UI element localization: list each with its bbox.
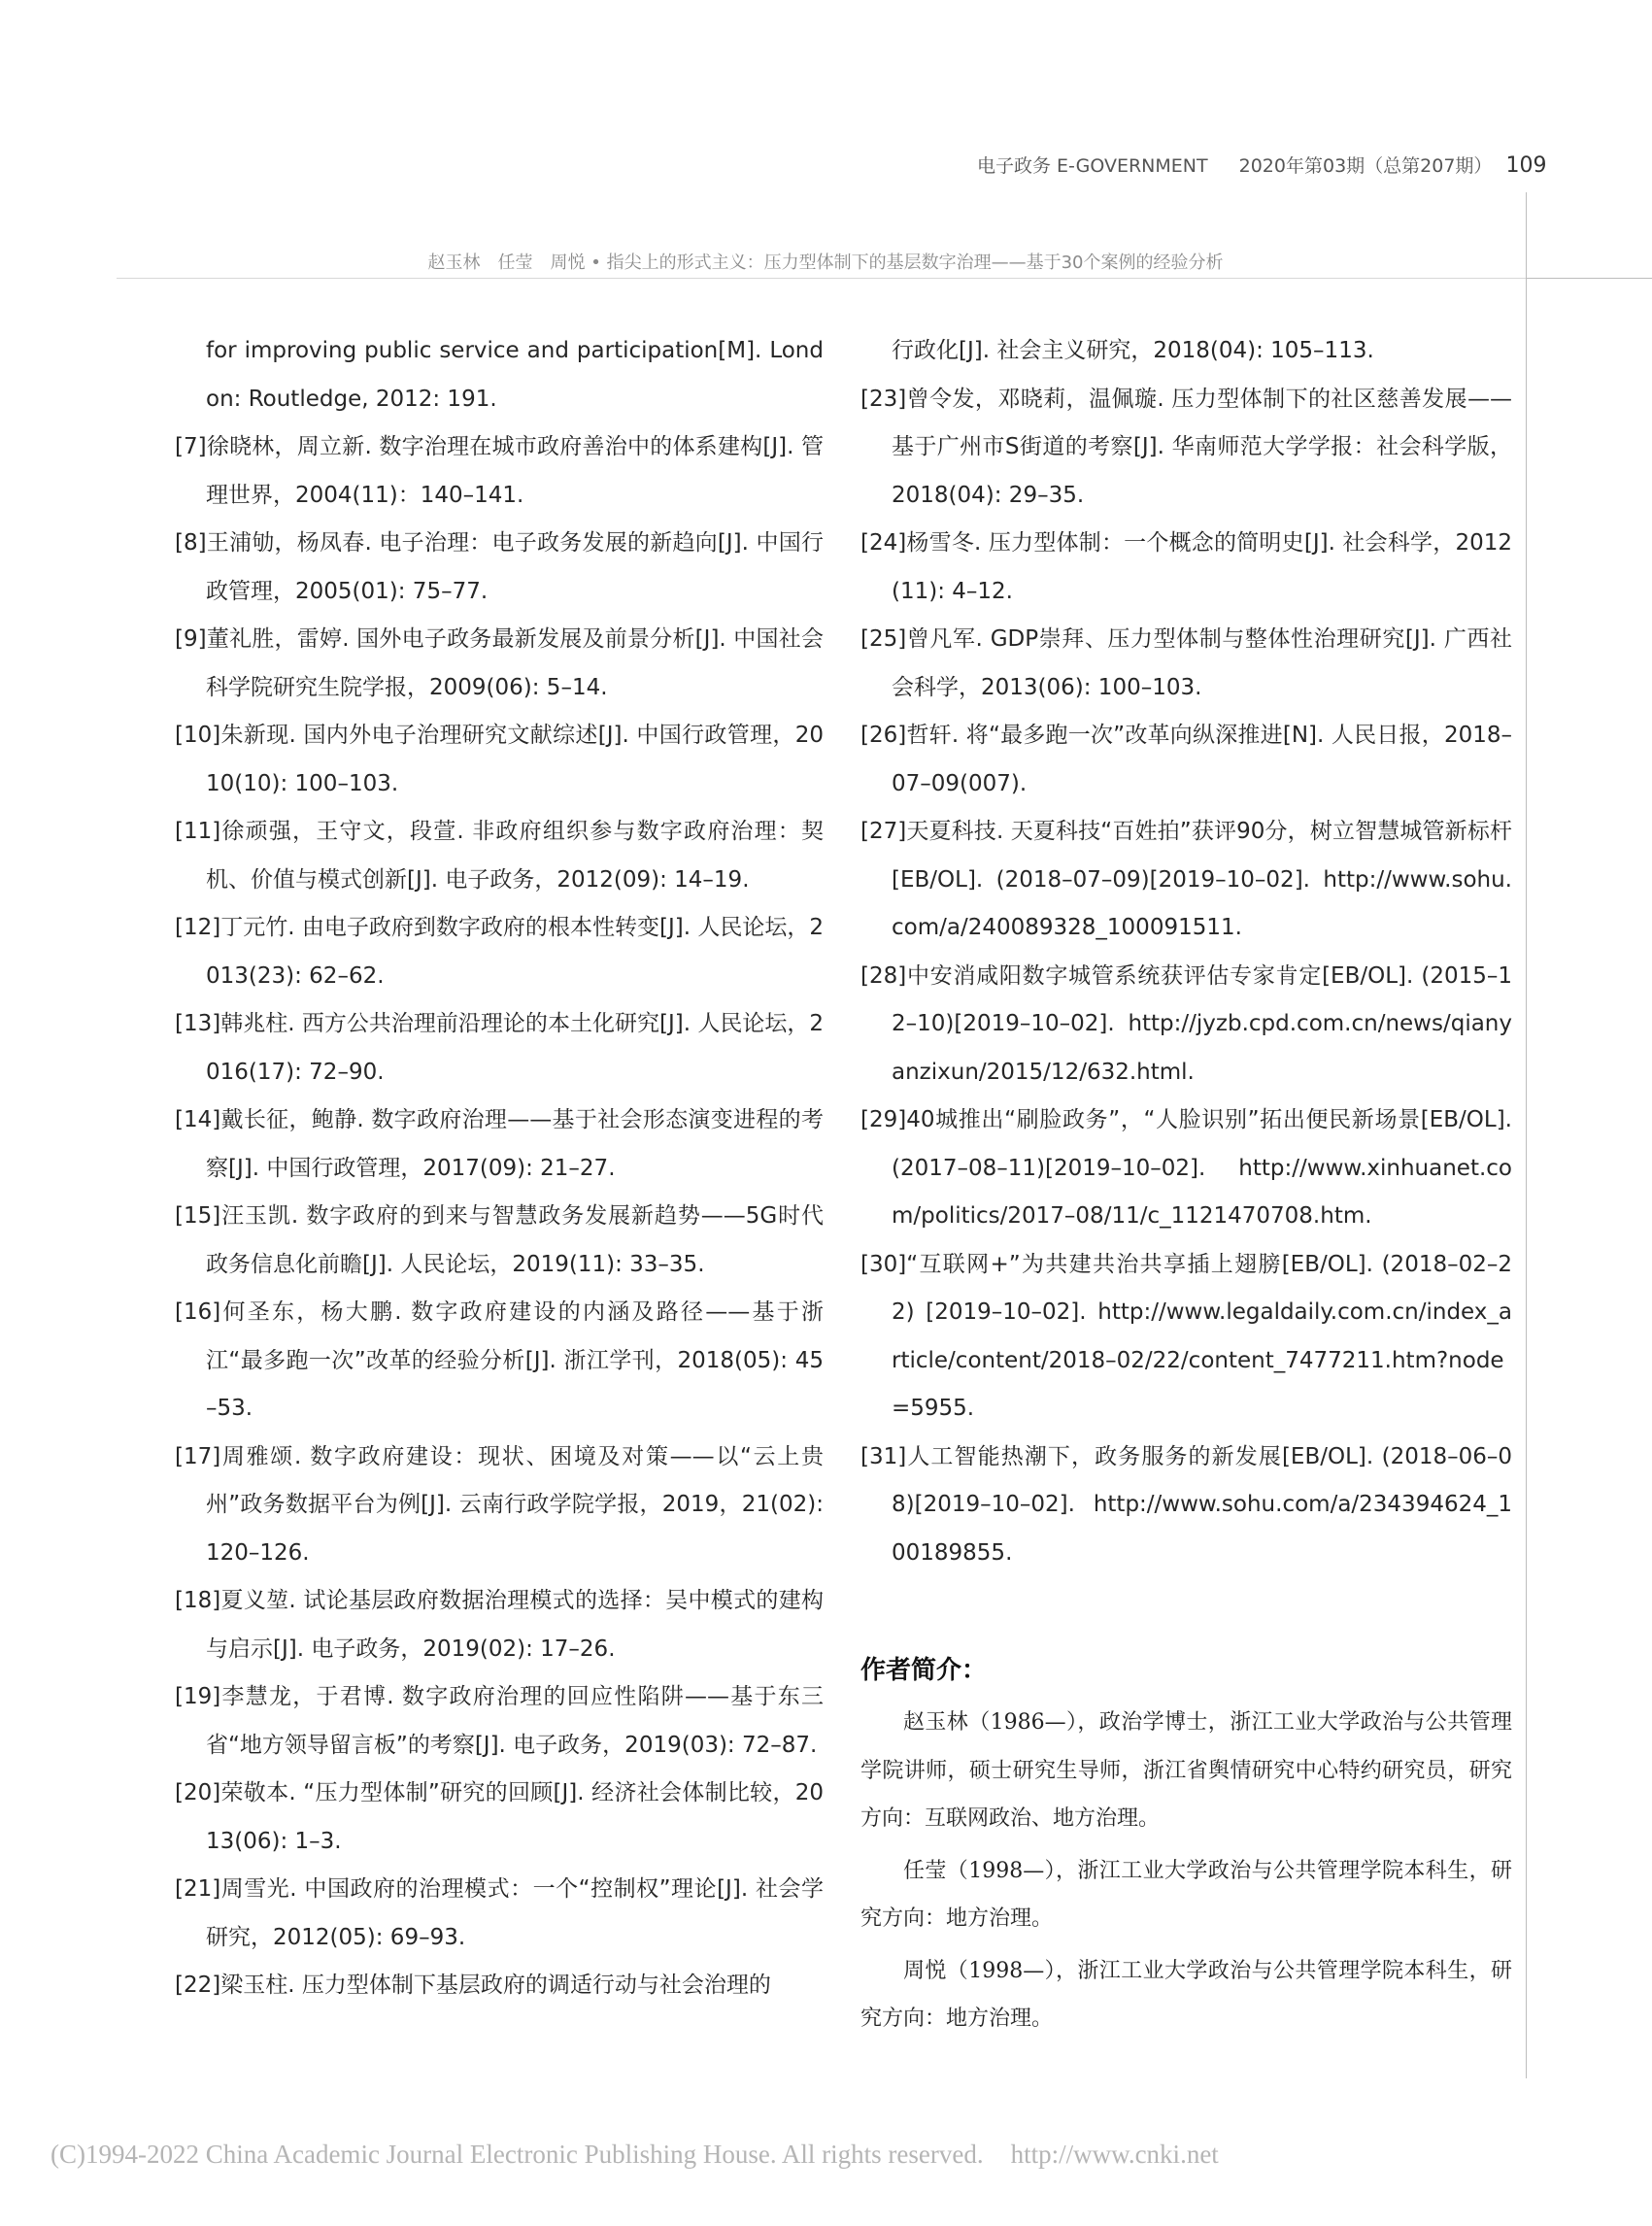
- reference-item: [175, 1000, 824, 1096]
- reference-text: 王浦劬，杨凤春. 电子治理：电子政务发展的新趋向[J]. 中国行政管理，2005(01): 75–77.: [206, 530, 824, 604]
- reference-item: [175, 1673, 824, 1770]
- reference-number: [18]: [175, 1588, 221, 1613]
- journal-name: 电子政务 E-GOVERNMENT: [977, 155, 1208, 177]
- reference-text: 梁玉柱. 压力型体制下基层政府的调适行动与社会治理的: [220, 1973, 771, 1998]
- reference-text: 何圣东，杨大鹏. 数字政府建设的内涵及路径——基于浙江“最多跑一次”改革的经验分析[J]. 浙江学刊，2018(05): 45–53.: [206, 1299, 824, 1421]
- header-rule-right: [1526, 278, 1652, 279]
- reference-text: 戴长征，鲍静. 数字政府治理——基于社会形态演变进程的考察[J]. 中国行政管理，2017(09): 21–27.: [206, 1107, 824, 1181]
- reference-item: [175, 616, 824, 712]
- reference-number: [19]: [175, 1684, 221, 1709]
- reference-number: [16]: [175, 1299, 221, 1325]
- reference-item: [175, 1866, 824, 1962]
- reference-number: [28]: [860, 962, 907, 989]
- reference-text: 杨雪冬. 压力型体制：一个概念的简明史[J]. 社会科学，2012(11): 4–12.: [892, 530, 1512, 604]
- reference-number: [17]: [175, 1443, 221, 1469]
- reference-number: [13]: [175, 1011, 221, 1036]
- author-bio: 赵玉林（1986—），政治学博士，浙江工业大学政治与公共管理学院讲师，硕士研究生导师，浙江省舆情研究中心特约研究员，研究方向：互联网政治、地方治理。: [860, 1710, 1512, 1831]
- reference-number: [22]: [175, 1973, 221, 1998]
- reference-number: [7]: [175, 434, 207, 459]
- reference-number: [24]: [860, 530, 907, 556]
- reference-item: [175, 327, 824, 423]
- author-bio: 周悦（1998—），浙江工业大学政治与公共管理学院本科生，研究方向：地方治理。: [860, 1958, 1512, 2031]
- cnki-url: http://www.cnki.net: [1010, 2140, 1219, 2169]
- reference-item: [175, 520, 824, 616]
- reference-item: [175, 1096, 824, 1193]
- reference-number: [29]: [860, 1107, 907, 1132]
- reference-text: 徐晓林，周立新. 数字治理在城市政府善治中的体系建构[J]. 管理世界，2004(11)：140–141.: [206, 434, 824, 508]
- reference-item: [860, 712, 1512, 808]
- reference-item: [860, 1096, 1512, 1241]
- reference-item: [175, 1577, 824, 1673]
- reference-number: [30]: [860, 1251, 907, 1277]
- reference-item: [175, 712, 824, 808]
- reference-item: [860, 327, 1512, 376]
- reference-item: [860, 953, 1512, 1097]
- reference-text: 人工智能热潮下，政务服务的新发展[EB/OL]. (2018–06–08)[2019–10–02]. http://www.sohu.com/a/234394624_100189855.: [892, 1443, 1512, 1566]
- reference-text: 李慧龙，于君博. 数字政府治理的回应性陷阱——基于东三省“地方领导留言板”的考察[J]. 电子政务，2019(03): 72–87.: [206, 1684, 824, 1758]
- author-bios: [860, 1699, 1512, 2043]
- reference-item: [175, 1962, 824, 2010]
- reference-item: [860, 376, 1512, 521]
- reference-item: [175, 1770, 824, 1866]
- reference-number: [9]: [175, 626, 207, 652]
- running-title: 赵玉林 任莹 周悦 • 指尖上的形式主义：压力型体制下的基层数字治理——基于30个案例的经验分析: [427, 253, 1224, 273]
- reference-item: [175, 1289, 824, 1433]
- reference-number: [11]: [175, 819, 221, 844]
- reference-number: [23]: [860, 386, 907, 412]
- running-title-rule: [117, 278, 1526, 279]
- reference-number: [15]: [175, 1203, 221, 1229]
- reference-text: 曾凡军. GDP崇拜、压力型体制与整体性治理研究[J]. 广西社会科学，2013(06): 100–103.: [892, 626, 1512, 700]
- reference-number: [31]: [860, 1443, 907, 1469]
- reference-item: [175, 904, 824, 1000]
- reference-number: [25]: [860, 626, 907, 652]
- reference-item: [860, 1433, 1512, 1578]
- reference-item: [860, 1241, 1512, 1433]
- page-number: 109: [1505, 153, 1547, 178]
- reference-text: 周雅颂. 数字政府建设：现状、困境及对策——以“云上贵州”政务数据平台为例[J]. 云南行政学院学报，2019，21(02): 120–126.: [206, 1443, 824, 1566]
- reference-text: 荣敬本. “压力型体制”研究的回顾[J]. 经济社会体制比较，2013(06): 1–3.: [206, 1780, 824, 1854]
- reference-text: 中安消咸阳数字城管系统获评估专家肯定[EB/OL]. (2015–12–10)[2019–10–02]. http://jyzb.cpd.com.cn/news/qianyanzixun/2015/12/632.html.: [892, 962, 1512, 1085]
- reference-text: 周雪光. 中国政府的治理模式：一个“控制权”理论[J]. 社会学研究，2012(05): 69–93.: [206, 1876, 824, 1950]
- reference-item: [860, 808, 1512, 953]
- reference-number: [20]: [175, 1780, 221, 1805]
- references-right-list: [860, 327, 1512, 1577]
- references-right-column: [860, 327, 1512, 2043]
- copyright-text: (C)1994-2022 China Academic Journal Electronic Publishing House. All rights reserved.: [51, 2140, 984, 2169]
- reference-text: 董礼胜，雷婷. 国外电子政务最新发展及前景分析[J]. 中国社会科学院研究生院学报，2009(06): 5–14.: [206, 626, 824, 700]
- reference-text: 天夏科技. 天夏科技“百姓拍”获评90分，树立智慧城管新标杆[EB/OL]. (2018–07–09)[2019–10–02]. http://www.sohu.com/a/240089328_100091511.: [892, 819, 1512, 940]
- author-bio: 任莹（1998—），浙江工业大学政治与公共管理学院本科生，研究方向：地方治理。: [860, 1858, 1512, 1931]
- reference-text: 徐顽强，王守文，段萱. 非政府组织参与数字政府治理：契机、价值与模式创新[J]. 电子政务，2012(09): 14–19.: [206, 819, 824, 893]
- reference-number: [12]: [175, 915, 221, 940]
- reference-item: [175, 808, 824, 904]
- vertical-rule: [1526, 192, 1527, 2078]
- reference-text: 汪玉凯. 数字政府的到来与智慧政务发展新趋势——5G时代政务信息化前瞻[J]. 人民论坛，2019(11): 33–35.: [206, 1203, 824, 1277]
- reference-number: [27]: [860, 819, 907, 844]
- reference-item: [175, 1193, 824, 1289]
- reference-number: [14]: [175, 1107, 221, 1132]
- reference-text: 曾令发，邓晓莉，温佩璇. 压力型体制下的社区慈善发展——基于广州市S街道的考察[J]. 华南师范大学学报：社会科学版，2018(04): 29–35.: [892, 386, 1512, 508]
- reference-number: [26]: [860, 723, 907, 748]
- journal-issue: 2020年第03期（总第207期）: [1238, 155, 1493, 177]
- reference-text: 韩兆柱. 西方公共治理前沿理论的本土化研究[J]. 人民论坛，2016(17): 72–90.: [206, 1011, 824, 1085]
- reference-item: [860, 616, 1512, 712]
- reference-text: “互联网+”为共建共治共享插上翅膀[EB/OL]. (2018–02–22) [2019–10–02]. http://www.legaldaily.com.cn/index_article/content/2018–02/22/content_7477211.htm?node=5955.: [892, 1251, 1512, 1421]
- reference-text: 夏义堃. 试论基层政府数据治理模式的选择：吴中模式的建构与启示[J]. 电子政务，2019(02): 17–26.: [206, 1588, 824, 1662]
- reference-item: [175, 1433, 824, 1578]
- reference-text: 哲轩. 将“最多跑一次”改革向纵深推进[N]. 人民日报，2018–07–09(007).: [892, 723, 1512, 796]
- copyright-footer: [51, 2140, 1604, 2170]
- reference-text: 朱新现. 国内外电子治理研究文献综述[J]. 中国行政管理，2010(10): 100–103.: [206, 723, 824, 796]
- reference-text: 行政化[J]. 社会主义研究，2018(04): 105–113.: [892, 338, 1374, 363]
- reference-item: [860, 520, 1512, 616]
- reference-number: [10]: [175, 723, 221, 748]
- reference-number: [21]: [175, 1876, 221, 1902]
- journal-header: [977, 152, 1547, 178]
- reference-text: for improving public service and participation[M]. London: Routledge, 2012: 191.: [206, 338, 824, 412]
- reference-number: [8]: [175, 530, 207, 556]
- reference-item: [175, 423, 824, 520]
- reference-text: 40城推出“刷脸政务”，“人脸识别”拓出便民新场景[EB/OL]. (2017–08–11)[2019–10–02]. http://www.xinhuanet.com/politics/2017–08/11/c_1121470708.htm.: [892, 1107, 1512, 1229]
- references-left-column: [175, 327, 824, 2010]
- reference-text: 丁元竹. 由电子政府到数字政府的根本性转变[J]. 人民论坛，2013(23): 62–62.: [206, 915, 824, 989]
- author-heading: 作者简介：: [860, 1656, 988, 1685]
